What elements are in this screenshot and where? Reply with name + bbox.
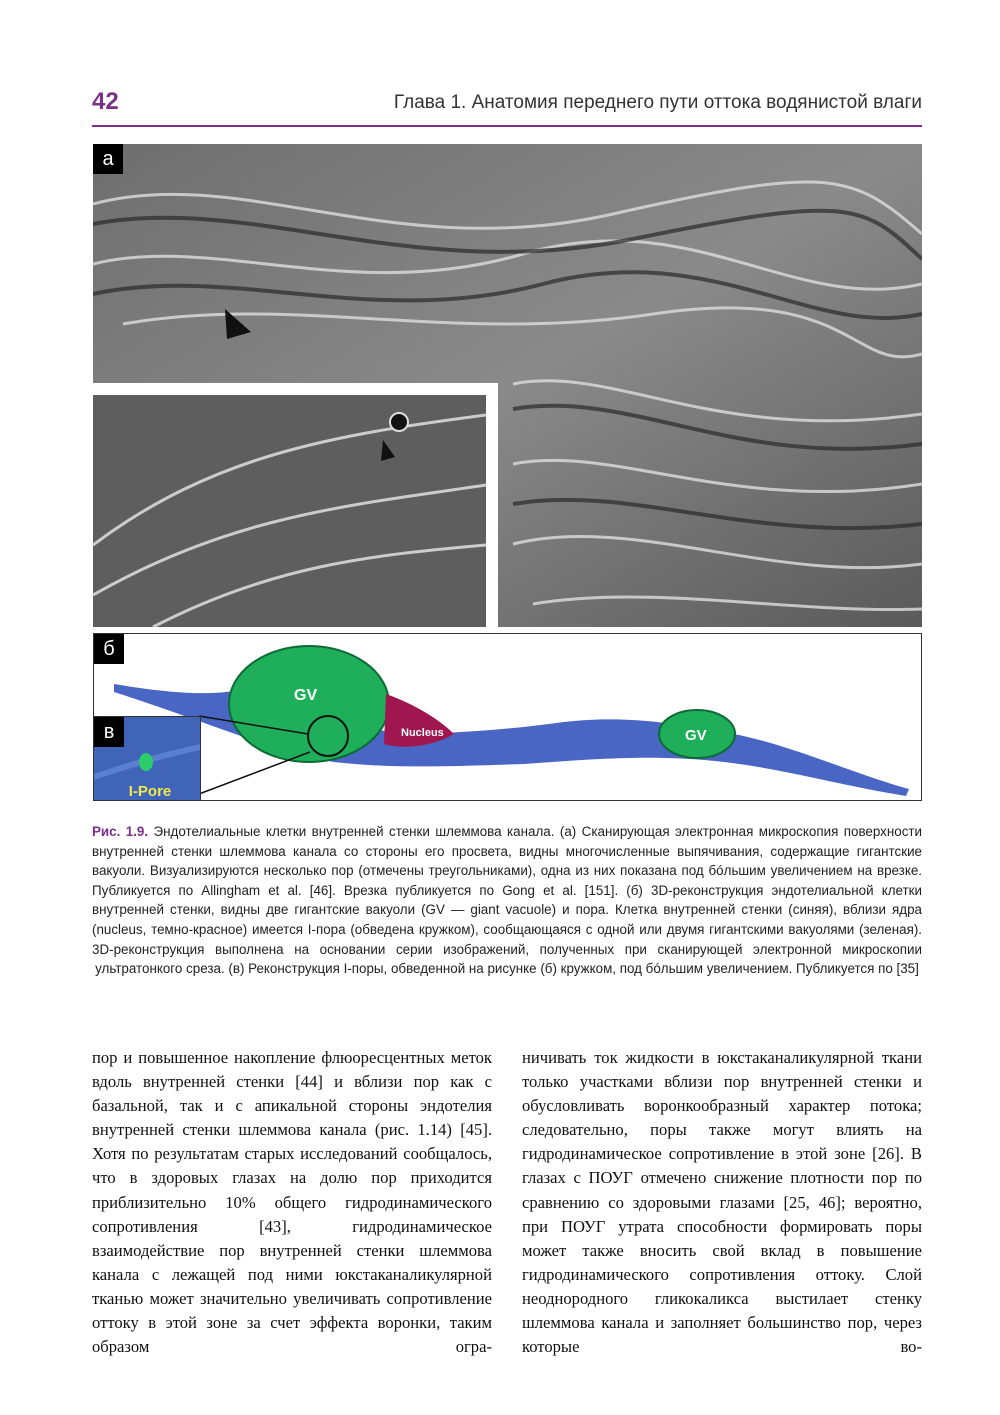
caption-text: Эндотелиальные клетки внутренней стенки шлеммова канала. (а) Сканирующая электронная микроскопия поверхности внутренней стенки шлеммова канала со стороны его просвета, видны многочисленные выпячивания, содержащие гигантские вакуоли. Визуализируются несколько пор (отмечены треугольниками), одна из них показана под бóльшим увеличением на врезке. Публикуется по Allingham et al. [46]. Врезка публикуется по Gong et al. [151]. (б) 3D-реконструкция эндотелиальной клетки внутренней стенки, видны две гигантские вакуоли (GV — giant vacuole) и пора. Клетка внутренней стенки (синяя), вблизи ядра (nucleus, темно-красное) имеется I-пора (обведена кружком), сообщающаяся с одной или двумя гигантскими вакуолями (зеленая). 3D-реконструкция выполнена на основании серии изображений, полученных при сканирующей электронной микроскопии ультратонкого среза. (в) Реконструкция I-поры, обведенной на рисунке (б) кружком, под бóльшим увеличением. Публикуется по [35] (92, 824, 922, 977)
body-column-left: пор и повышенное накопление флюоресцентных меток вдоль внутренней стенки [44] и вблизи пор как с базальной, так и с апикальной стороны эндотелия внутренней стенки шлеммова канала (рис. 1.14) [45]. Хотя по результатам старых исследований сообщалось, что в здоровых глазах на долю пор приходится приблизительно 10% общего гидродинамического сопротивления [43], гидродинамическое взаимодействие пор внутренней стенки шлеммова канала с лежащей под ними юкстаканаликулярной тканью может значительно увеличивать сопротивление оттоку в этой зоне за счет эффекта воронки, таким образом огра- (92, 1048, 492, 1357)
pore-zoom-panel-v (93, 716, 201, 801)
panel-label-v: в (94, 717, 124, 747)
label-i-pore: I-Pore (128, 783, 172, 800)
label-gv-small: GV (685, 727, 707, 744)
running-title: Глава 1. Анатомия переднего пути оттока водянистой влаги (393, 92, 922, 113)
zoom-line (199, 752, 310, 794)
sem-inset (93, 383, 498, 627)
label-gv-large: GV (294, 687, 318, 704)
sem-micrograph-panel-a (93, 144, 922, 627)
figure-label: Рис. 1.9. (92, 824, 149, 839)
pore-icon (139, 753, 153, 771)
inset-texture (93, 395, 486, 627)
panel-label-b: б (94, 634, 124, 664)
reconstruction-panel-b (93, 633, 922, 801)
pore-icon (390, 413, 408, 431)
body-column-right: ничивать ток жидкости в юкстаканаликулярной ткани только участками вблизи пор внутренней стенки и обусловливать воронкообразный характер потока; следовательно, поры также могут влиять на гидродинамическое сопротивление в этой зоне [26]. В глазах с ПОУГ отмечено снижение плотности пор по сравнению со здоровыми глазами [25, 46]; вероятно, при ПОУГ утрата способности формировать поры может также вносить свой вклад в повышение гидродинамического сопротивления оттоку. Слой неоднородного гликокаликса выстилает стенку шлеммова канала и заполняет большинство пор, через которые во- (522, 1048, 922, 1357)
page-number: 42 (92, 88, 119, 115)
cell-reconstruction (94, 634, 921, 800)
label-nucleus: Nucleus (401, 727, 444, 739)
header-rule (92, 125, 922, 127)
figure-caption (92, 822, 922, 979)
panel-label-a: а (93, 144, 123, 174)
